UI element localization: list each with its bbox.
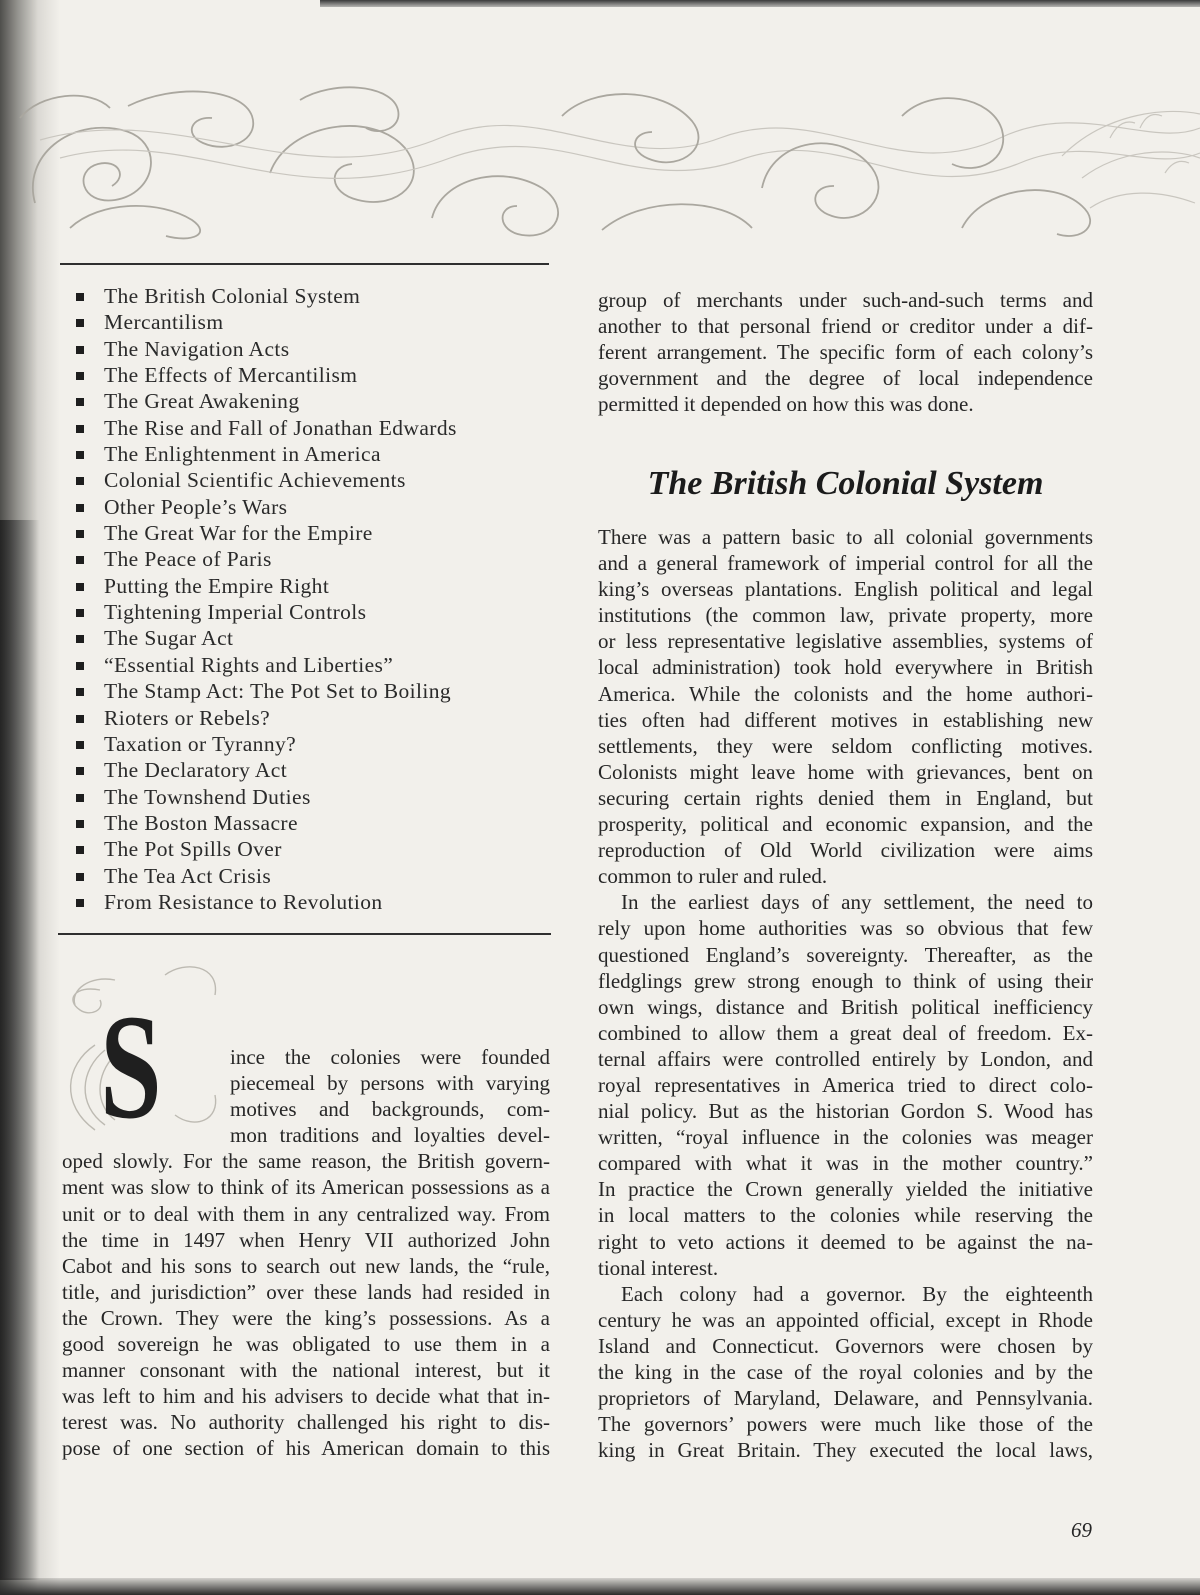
- ornament-swirl: [40, 123, 1200, 157]
- bullet-square-icon: [76, 899, 84, 907]
- ornament-swirl: [1090, 193, 1195, 208]
- contents-item: [60, 810, 551, 836]
- bullet-square-icon: [76, 820, 84, 828]
- ornament-swirl: [60, 146, 1200, 178]
- right-column-line: local administration) took hold everywhere in British: [598, 655, 1093, 680]
- right-column-line: written, “royal influence in the colonies was meager: [598, 1125, 1093, 1150]
- contents-item-label: The Declaratory Act: [104, 758, 288, 783]
- right-column-line: own wings, distance and British political inefficiency: [598, 994, 1093, 1019]
- contents-item: [60, 784, 551, 810]
- right-column-line: In practice the Crown generally yielded the initiative: [598, 1177, 1093, 1202]
- right-column-line: king in Great Britain. They executed the local laws,: [598, 1438, 1093, 1463]
- contents-item: [60, 573, 551, 599]
- bullet-square-icon: [76, 846, 84, 854]
- bullet-square-icon: [76, 372, 84, 380]
- contents-item-label: The Pot Spills Over: [104, 837, 282, 862]
- left-column-line: was left to him and his advisers to decide what that in-: [62, 1384, 550, 1409]
- section-heading: The British Colonial System: [647, 465, 1044, 502]
- right-column-line: questioned England’s sovereignty. Thereafter, as the: [598, 942, 1093, 967]
- chapter-contents-box: [60, 263, 551, 935]
- contents-item-label: The Boston Massacre: [104, 810, 298, 835]
- bullet-square-icon: [76, 767, 84, 775]
- contents-item: [60, 362, 551, 388]
- right-column-line: right to veto actions it deemed to be against the na-: [598, 1229, 1093, 1254]
- right-column-text: [598, 524, 1093, 1463]
- scan-bottom-edge: [0, 1578, 1200, 1595]
- contents-item: [60, 889, 551, 915]
- bullet-square-icon: [76, 346, 84, 354]
- contents-item: [60, 731, 551, 757]
- contents-item-label: Other People’s Wars: [104, 494, 288, 519]
- left-column-line: mon traditions and loyalties devel-: [230, 1123, 550, 1148]
- contents-item: [60, 599, 551, 625]
- ornament-swirl: [128, 91, 253, 146]
- contents-item-label: The Navigation Acts: [104, 336, 290, 361]
- left-column-line: the Crown. They were the king’s possessions. As a: [62, 1305, 550, 1330]
- contents-item: [60, 625, 551, 651]
- scan-top-edge: [320, 0, 1200, 7]
- contents-item-label: The Townshend Duties: [104, 784, 311, 809]
- ornament-swirl: [70, 206, 200, 239]
- left-column-line: motives and backgrounds, com-: [230, 1097, 550, 1122]
- contents-bottom-rule: [58, 933, 551, 935]
- left-column-line: ince the colonies were founded: [230, 1045, 550, 1069]
- contents-item-label: Colonial Scientific Achievements: [104, 468, 406, 493]
- contents-item: [60, 309, 551, 335]
- contents-item: [60, 863, 551, 889]
- right-column-paragraph: [598, 524, 1093, 889]
- contents-item-label: The Great Awakening: [104, 389, 300, 414]
- bullet-square-icon: [76, 556, 84, 564]
- contents-item: [60, 336, 551, 362]
- right-column-line: ties often had different motives in establishing new: [598, 707, 1093, 732]
- bullet-square-icon: [76, 530, 84, 538]
- right-column-line: tional interest.: [598, 1255, 719, 1280]
- ornament-swirl: [33, 128, 151, 203]
- right-column-line: In the earliest days of any settlement, the need to: [621, 890, 1093, 915]
- contents-item-label: The Stamp Act: The Pot Set to Boiling: [104, 679, 452, 704]
- right-column-line: permitted it depended on how this was done.: [598, 392, 974, 417]
- contents-item: [60, 467, 551, 493]
- contents-item-label: Tightening Imperial Controls: [104, 600, 367, 625]
- contents-list: [60, 283, 551, 915]
- contents-item-label: The Peace of Paris: [104, 547, 272, 572]
- right-column-line: ternal affairs were controlled entirely by London, and: [598, 1046, 1093, 1071]
- left-column-text: [62, 1044, 550, 1462]
- right-column-line: Each colony had a governor. By the eighteenth: [621, 1281, 1093, 1306]
- right-column-line: century he was an appointed official, except in Rhode: [598, 1307, 1093, 1332]
- contents-item-label: The Sugar Act: [104, 626, 234, 651]
- contents-item-label: From Resistance to Revolution: [104, 889, 383, 914]
- contents-item: [60, 652, 551, 678]
- bullet-square-icon: [76, 398, 84, 406]
- left-column-line: oped slowly. For the same reason, the British govern-: [62, 1149, 550, 1174]
- right-column-line: ferent arrangement. The specific form of each colony’s: [598, 340, 1093, 365]
- right-column-line: proprietors of Maryland, Delaware, and Pennsylvania.: [598, 1386, 1093, 1411]
- right-column-paragraph: [598, 889, 1093, 1280]
- contents-item-label: The Great War for the Empire: [104, 521, 373, 546]
- ornament-swirl: [762, 143, 878, 218]
- contents-item-label: Putting the Empire Right: [104, 573, 330, 598]
- contents-item-label: “Essential Rights and Liberties”: [104, 652, 394, 677]
- bullet-square-icon: [76, 715, 84, 723]
- ornament-swirl: [602, 204, 752, 230]
- contents-item-label: The Enlightenment in America: [104, 442, 381, 467]
- right-column-line: king’s overseas plantations. English political and legal: [598, 577, 1093, 602]
- contents-item: [60, 520, 551, 546]
- contents-item-label: The Tea Act Crisis: [104, 863, 272, 888]
- contents-item: [60, 546, 551, 572]
- right-column-line: group of merchants under such-and-such terms and: [598, 288, 1093, 312]
- drop-cap-swirl: [165, 967, 215, 995]
- contents-top-rule: [60, 263, 549, 265]
- bullet-square-icon: [76, 662, 84, 670]
- contents-item: [60, 494, 551, 520]
- ornament-swirl: [1082, 152, 1200, 178]
- bullet-square-icon: [76, 873, 84, 881]
- right-column-line: securing certain rights denied them in England, but: [598, 785, 1093, 810]
- right-column-line: the king in the case of the royal colonies and by the: [598, 1360, 1093, 1384]
- right-column-line: settlements, they were seldom conflicting motives.: [598, 733, 1093, 758]
- right-column-line: royal representatives in America tried to direct colo-: [598, 1072, 1093, 1097]
- ornament-swirl: [432, 176, 558, 235]
- drop-cap: S: [100, 984, 162, 1150]
- left-column-line: piecemeal by persons with varying: [230, 1071, 550, 1096]
- ornament-swirl: [962, 190, 1090, 236]
- ornament-swirl: [270, 126, 414, 202]
- left-column-line: ment was slow to think of its American possessions as a: [62, 1175, 550, 1200]
- contents-item: [60, 705, 551, 731]
- left-column-line: the time in 1497 when Henry VII authorized John: [62, 1227, 550, 1252]
- right-column-line: America. While the colonists and the home authori-: [598, 681, 1093, 706]
- left-column-line: Cabot and his sons to search out new lands, the “rule,: [62, 1253, 550, 1278]
- bullet-square-icon: [76, 319, 84, 327]
- bullet-square-icon: [76, 794, 84, 802]
- contents-item-label: Taxation or Tyranny?: [104, 731, 297, 756]
- bullet-square-icon: [76, 741, 84, 749]
- contents-item: [60, 283, 551, 309]
- right-column-line: institutions (the common law, private property, more: [598, 603, 1093, 628]
- left-column-line: good sovereign he was obligated to use them in a: [62, 1332, 550, 1357]
- right-column-line: common to ruler and ruled.: [598, 864, 828, 889]
- bullet-square-icon: [76, 609, 84, 617]
- right-column-line: Island and Connecticut. Governors were chosen by: [598, 1333, 1093, 1358]
- right-column-line: government and the degree of local independence: [598, 366, 1093, 391]
- right-column-line: combined to allow them a great deal of freedom. Ex-: [598, 1020, 1093, 1045]
- bullet-square-icon: [76, 477, 84, 485]
- right-column-line: or less representative legislative assemblies, systems of: [598, 629, 1093, 654]
- right-column-line: compared with what it was in the mother country.”: [598, 1151, 1093, 1176]
- right-column-line: and a general framework of imperial control for all the: [598, 551, 1093, 576]
- ornament-swirl: [902, 98, 1003, 168]
- ornament-band: [0, 78, 1200, 243]
- ornament-swirl: [1062, 111, 1200, 156]
- contents-item: [60, 415, 551, 441]
- contents-item: [60, 836, 551, 862]
- contents-item-label: The Rise and Fall of Jonathan Edwards: [104, 415, 457, 440]
- bullet-square-icon: [76, 688, 84, 696]
- contents-item-label: The British Colonial System: [104, 284, 361, 308]
- bullet-square-icon: [76, 451, 84, 459]
- contents-item: [60, 678, 551, 704]
- right-column-line: Colonists might leave home with grievances, bent on: [598, 759, 1093, 784]
- contents-item: [60, 388, 551, 414]
- page-spine-shadow-dark: [0, 520, 40, 1580]
- right-column-line: The governors’ powers were much like those of the: [598, 1412, 1093, 1437]
- ornament-swirl: [300, 87, 398, 131]
- right-column-line: nial policy. But as the historian Gordon S. Wood has: [598, 1099, 1093, 1124]
- right-column-paragraph: [598, 1281, 1093, 1464]
- left-column-line: unit or to deal with them in any centralized way. From: [62, 1201, 550, 1226]
- contents-item-label: Rioters or Rebels?: [104, 705, 271, 730]
- bullet-square-icon: [76, 504, 84, 512]
- page-number: 69: [1071, 1518, 1092, 1542]
- ornament-leaf: [1110, 115, 1189, 174]
- ornament-swirl: [562, 94, 698, 162]
- left-column-line: manner consonant with the national interest, but it: [62, 1358, 550, 1383]
- contents-item: [60, 441, 551, 467]
- bullet-square-icon: [76, 583, 84, 591]
- bullet-square-icon: [76, 425, 84, 433]
- right-column-line: reproduction of Old World civilization were aims: [598, 838, 1093, 863]
- left-column-line: title, and jurisdiction” over these lands had resided in: [62, 1279, 550, 1304]
- ornament-swirl: [20, 96, 110, 118]
- right-column-line: fledglings grew strong enough to think of using their: [598, 968, 1093, 993]
- right-column-line: prosperity, political and economic expansion, and the: [598, 812, 1093, 837]
- right-column-line: another to that personal friend or creditor under a dif-: [598, 314, 1093, 339]
- right-column-paragraph: [598, 287, 1093, 417]
- contents-item-label: Mercantilism: [104, 310, 224, 335]
- bullet-square-icon: [76, 635, 84, 643]
- contents-item-label: The Effects of Mercantilism: [104, 363, 358, 388]
- right-column-line: in local matters to the colonies while reserving the: [598, 1203, 1093, 1228]
- left-column-line: pose of one section of his American domain to this: [62, 1436, 550, 1461]
- left-column-line: terest was. No authority challenged his right to dis-: [62, 1410, 550, 1435]
- contents-item: [60, 757, 551, 783]
- right-column-line: rely upon home authorities was so obvious that few: [598, 916, 1093, 941]
- bullet-square-icon: [76, 293, 84, 301]
- right-column-line: There was a pattern basic to all colonial governments: [598, 525, 1093, 549]
